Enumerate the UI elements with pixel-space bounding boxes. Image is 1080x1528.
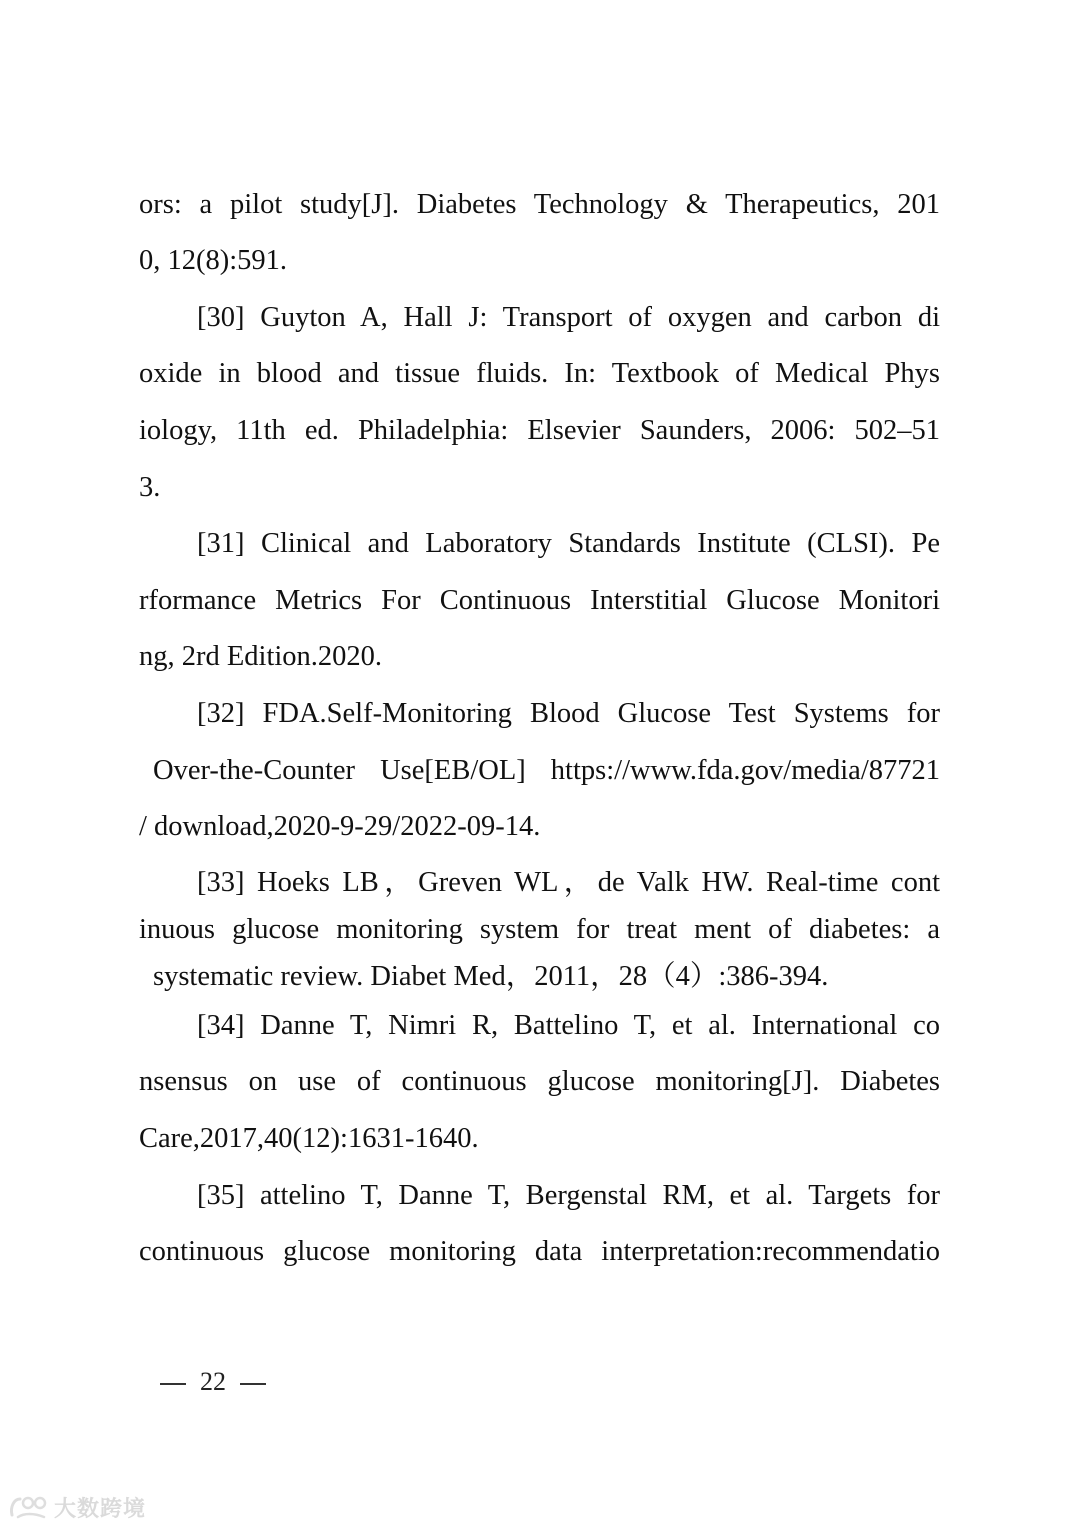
reference-line: [35] attelino T, Danne T, Bergenstal RM, et al. Targets for [197,1180,940,1211]
reference-line: [34] Danne T, Nimri R, Battelino T, et al. International co [197,1010,940,1041]
reference-line: 0, 12(8):591. [139,245,288,276]
reference-line: nsensus on use of continuous glucose monitoring[J]. Diabetes [139,1066,940,1097]
reference-line: ors: a pilot study[J]. Diabetes Technology & Therapeutics, 201 [139,189,940,220]
page-number [160,1364,266,1400]
watermark-text: 大数跨境 [54,1496,147,1522]
reference-line: inuous glucose monitoring system for treat ment of diabetes: a [139,914,940,945]
reference-line: oxide in blood and tissue fluids. In: Textbook of Medical Phys [139,358,940,389]
page-number-dash-left [160,1383,186,1385]
watermark [8,1492,146,1522]
reference-line: / download,2020-9-29/2022-09-14. [139,811,541,842]
reference-line: Care,2017,40(12):1631‑1640. [139,1123,479,1154]
reference-line: [30] Guyton A, Hall J: Transport of oxygen and carbon di [197,302,940,333]
reference-line: 3. [139,472,161,503]
reference-line: continuous glucose monitoring data interpretation:recommendatio [139,1236,940,1267]
reference-line: ng, 2rd Edition.2020. [139,641,383,672]
reference-line: systematic review. Diabet Med，2011，28（4）:386-394. [153,961,829,992]
reference-line: Over-the-Counter Use[EB/OL] https://www.fda.gov/media/87721 [153,755,940,786]
watermark-logo-icon [8,1493,50,1521]
reference-line: [33] Hoeks LB，Greven WL，de Valk HW. Real-time cont [197,867,940,898]
reference-line: [31] Clinical and Laboratory Standards Institute (CLSI). Pe [197,528,940,559]
reference-line: rformance Metrics For Continuous Interstitial Glucose Monitori [139,585,940,616]
reference-line: iology, 11th ed. Philadelphia: Elsevier Saunders, 2006: 502–51 [139,415,940,446]
reference-line: [32] FDA.Self-Monitoring Blood Glucose Test Systems for [197,698,940,729]
page-number-value: 22 [200,1367,226,1396]
page-number-dash-right [240,1383,266,1385]
